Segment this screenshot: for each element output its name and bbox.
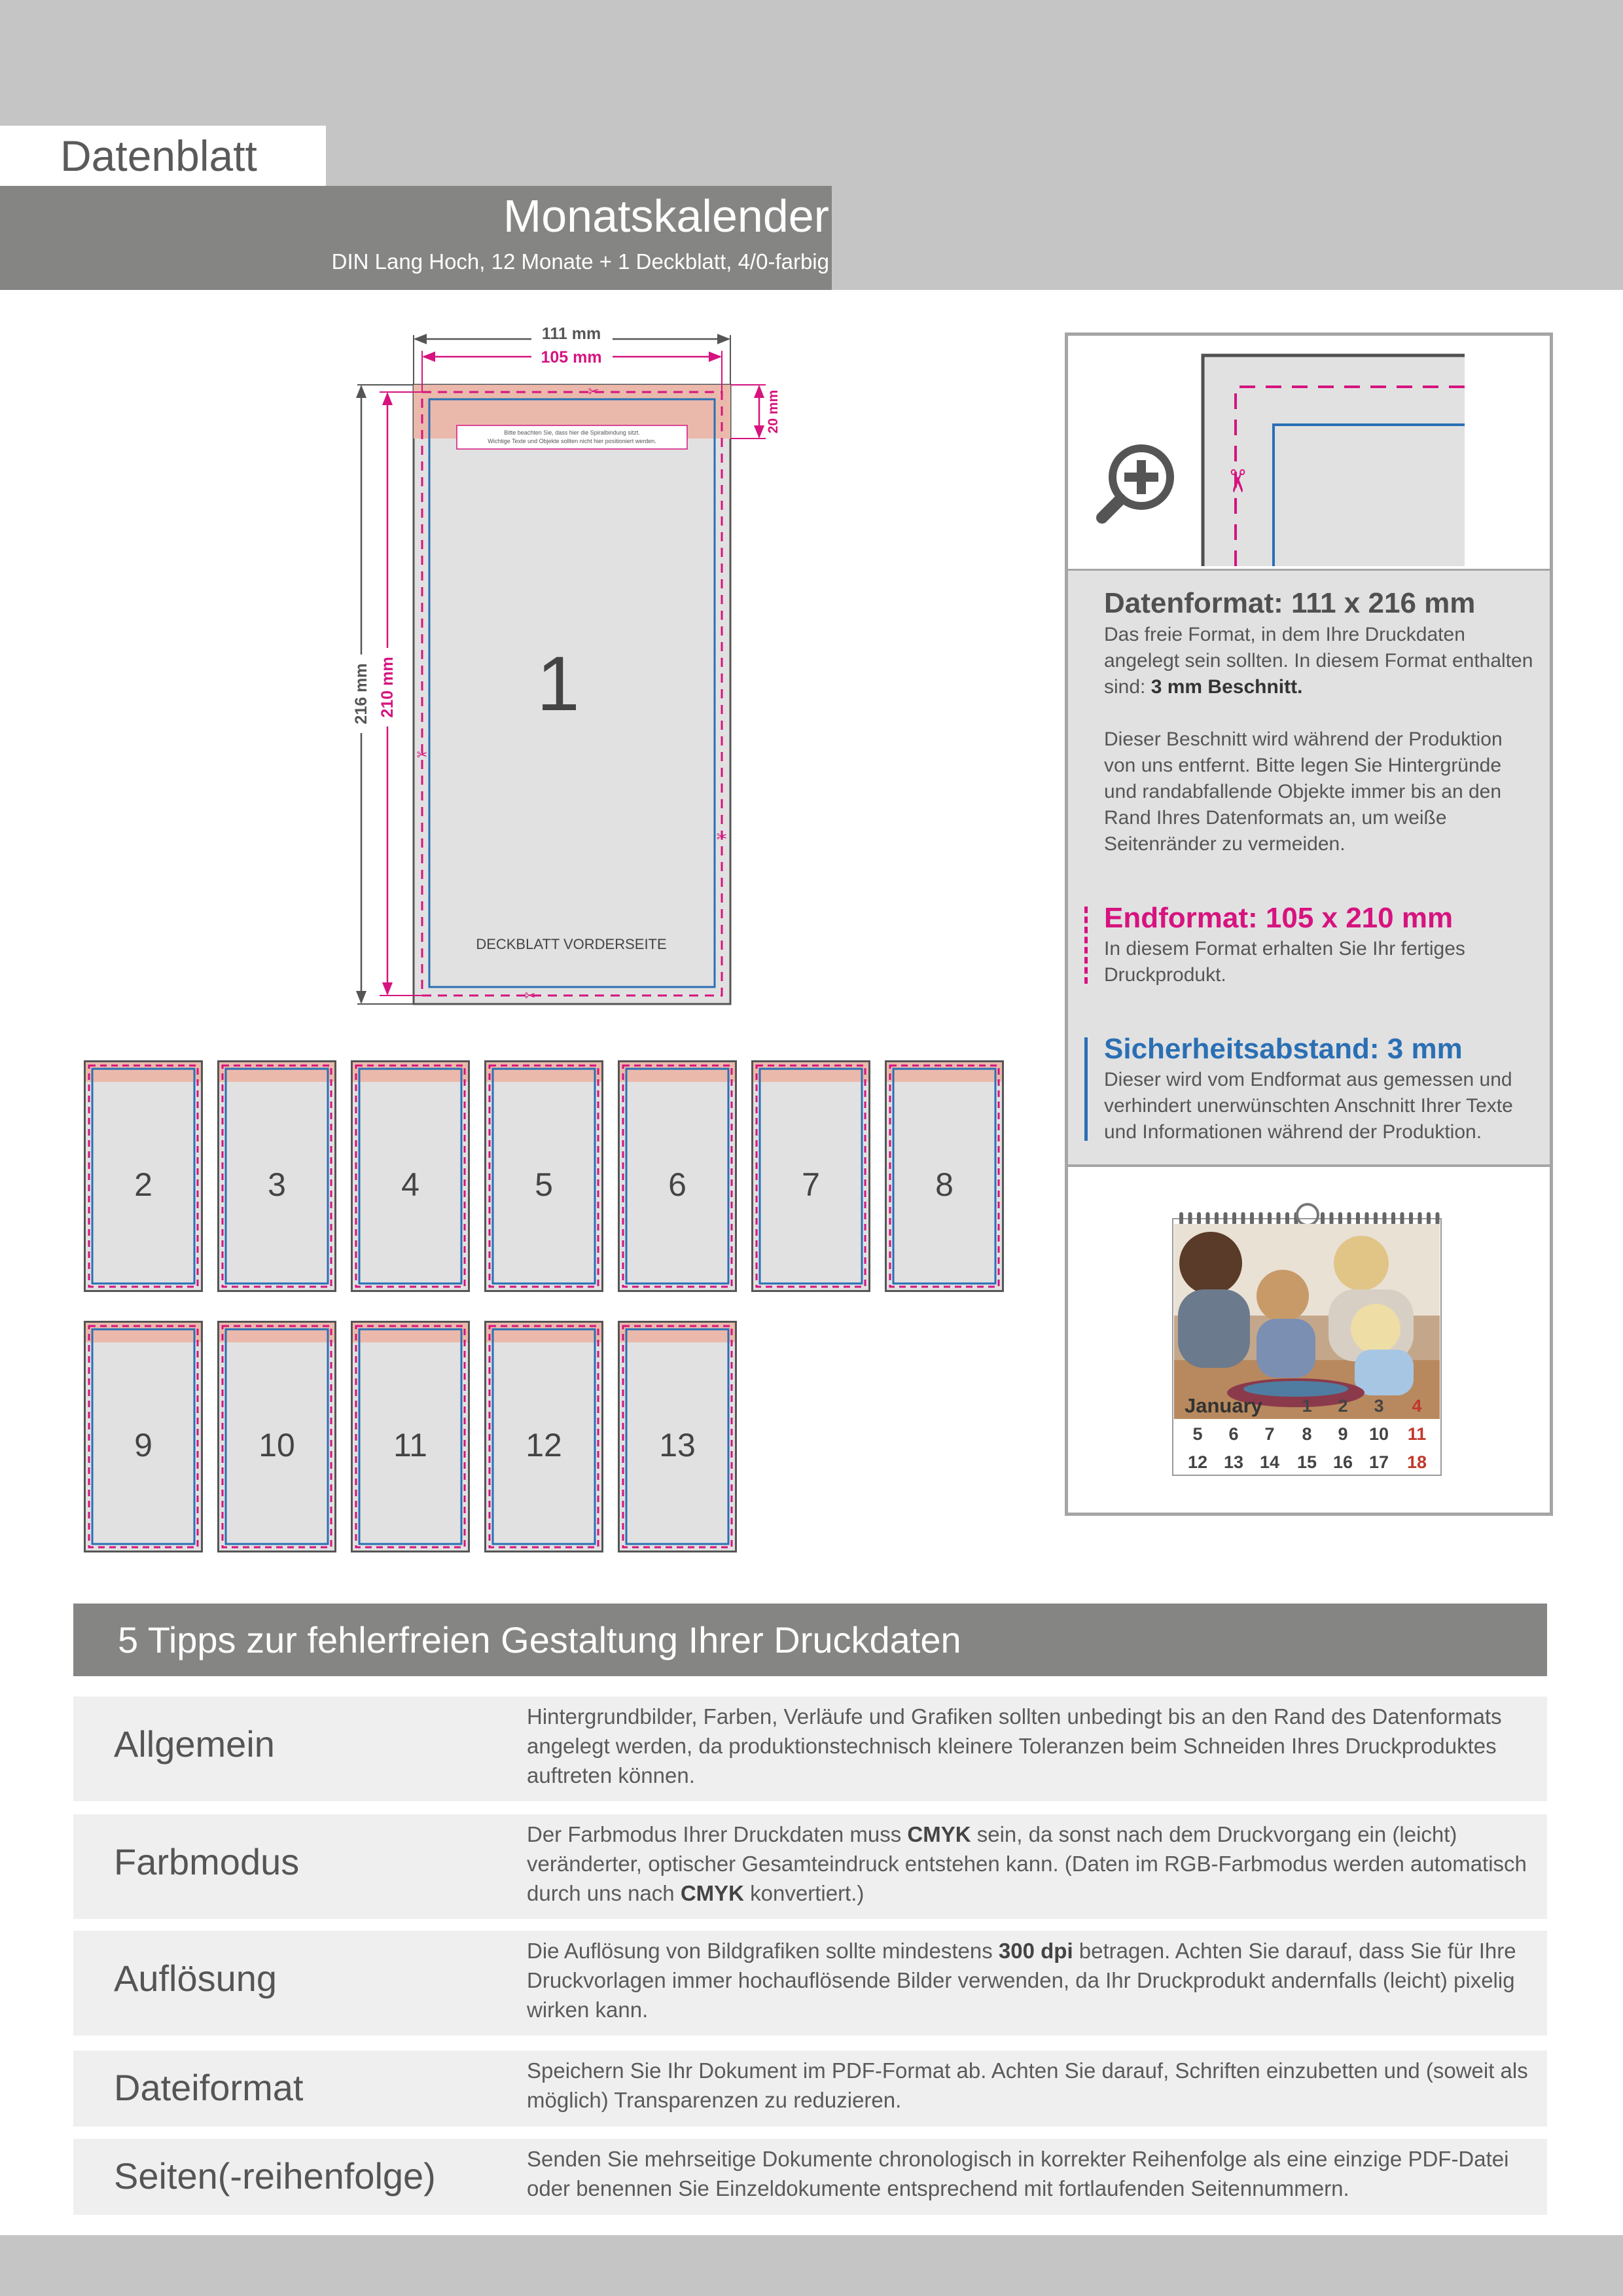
scissors-icon: ✂: [716, 830, 728, 844]
tip-text: Die Auflösung von Bildgrafiken sollte mindestens 300 dpi betragen. Achten Sie darauf, dass Sie für Ihre Druckvorlagen immer hochauflösende Bilder verwenden, da Ihr Druckprodukt andernfalls (leicht) pixelig wirken kann.: [527, 1939, 1516, 2022]
page-subtitle: DIN Lang Hoch, 12 Monate + 1 Deckblatt, 4/0-farbig: [331, 249, 829, 274]
calendar-day: 14: [1259, 1452, 1280, 1472]
doc-label: Datenblatt: [60, 132, 257, 180]
tip-row: [73, 2139, 1547, 2215]
tip-text: Der Farbmodus Ihrer Druckdaten muss CMYK sein, da sonst nach dem Druckvorgang ein (leicht) veränderter, optischer Gesamteindruck entstehen kann. (Daten im RGB-Farbmodus werden automatisch durch uns nach CMYK konvertiert.): [527, 1822, 1527, 1905]
tip-row: [73, 2051, 1547, 2126]
calendar-day: 10: [1368, 1424, 1389, 1444]
calendar-day: 18: [1406, 1452, 1427, 1472]
page-number: 1: [537, 641, 580, 727]
month-page-number: 7: [802, 1166, 820, 1203]
calendar-day: 15: [1296, 1452, 1317, 1472]
month-page-thumbnail: [751, 1060, 870, 1292]
datenformat-text: Das freie Format, in dem Ihre Druckdaten angelegt sein sollten. In diesem Format enthalten sind: 3 mm Beschnitt.: [1104, 624, 1533, 698]
endformat-title: Endformat: 105 x 210 mm: [1104, 902, 1454, 934]
note-line-2: Wichtige Texte und Objekte sollten nicht hier positioniert werden.: [488, 438, 656, 444]
tip-row: [73, 1814, 1547, 1919]
month-page-number: 8: [935, 1166, 954, 1203]
month-page-number: 3: [268, 1166, 286, 1203]
month-page-thumbnail: [351, 1060, 470, 1292]
month-page-number: 5: [535, 1166, 553, 1203]
tip-text: Speichern Sie Ihr Dokument im PDF-Format ab. Achten Sie darauf, Schriften einzubetten und (soweit als möglich) Transparenzen zu reduzieren.: [527, 2058, 1528, 2112]
month-page-thumbnail: [84, 1321, 203, 1552]
calendar-day: 17: [1368, 1452, 1389, 1472]
calendar-day: 2: [1338, 1396, 1348, 1416]
cover-label: DECKBLATT VORDERSEITE: [476, 936, 667, 952]
height-inner-label: 210 mm: [378, 656, 397, 718]
tip-name: Dateiformat: [114, 2067, 304, 2108]
calendar-day: 3: [1374, 1396, 1384, 1416]
datenformat-text-2: Dieser Beschnitt wird während der Produktion von uns entfernt. Bitte legen Sie Hintergründe und randabfallende Objekte immer bis an den Rand Ihres Datenformats an, um weiße Seitenränder zu vermeiden.: [1104, 728, 1503, 855]
scissors-icon: ✂: [524, 989, 536, 1003]
tips-title: 5 Tipps zur fehlerfreien Gestaltung Ihrer Druckdaten: [118, 1619, 961, 1660]
calendar-day: 1: [1302, 1396, 1312, 1416]
month-page-number: 9: [134, 1427, 152, 1463]
width-inner-label: 105 mm: [541, 348, 602, 367]
month-page-thumbnail: [484, 1321, 603, 1552]
tip-name: Allgemein: [114, 1723, 275, 1765]
month-page-thumbnail: [217, 1321, 336, 1552]
month-page-thumbnail: [618, 1321, 737, 1552]
month-page-number: 12: [526, 1427, 562, 1463]
calendar-day: 8: [1302, 1424, 1312, 1444]
tip-row: [73, 1696, 1547, 1801]
month-page-number: 13: [659, 1427, 696, 1463]
corner-detail: [1068, 336, 1550, 569]
calendar-day: 6: [1228, 1424, 1239, 1444]
calendar-day: 11: [1407, 1424, 1427, 1444]
month-page-number: 2: [134, 1166, 152, 1203]
tip-name: Seiten(-reihenfolge): [114, 2155, 436, 2197]
calendar-day: 9: [1338, 1424, 1348, 1444]
calendar-day: 4: [1412, 1396, 1422, 1416]
month-page-number: 6: [668, 1166, 687, 1203]
endformat-text: In diesem Format erhalten Sie Ihr fertiges Druckprodukt.: [1104, 938, 1465, 986]
calendar-day: 13: [1223, 1452, 1244, 1472]
month-page-number: 11: [393, 1427, 427, 1463]
spiral-height-label: 20 mm: [766, 389, 781, 434]
tip-name: Auflösung: [114, 1958, 277, 1999]
tip-row: [73, 1931, 1547, 2036]
scissors-icon: ✂: [588, 385, 599, 399]
datenformat-title: Datenformat: 111 x 216 mm: [1104, 587, 1476, 619]
month-page-thumbnail: [217, 1060, 336, 1292]
width-outer-label: 111 mm: [541, 325, 601, 343]
sicherheit-text: Dieser wird vom Endformat aus gemessen und verhindert unerwünschten Anschnitt Ihrer Texte und Informationen während der Produktion.: [1104, 1069, 1513, 1143]
zoom-in-icon: [1102, 448, 1170, 518]
endformat-marker: [1084, 906, 1088, 984]
month-page-thumbnail: [84, 1060, 203, 1292]
sicherheit-marker: [1084, 1037, 1088, 1141]
calendar-day: 12: [1187, 1452, 1208, 1472]
scissors-icon: ✂: [416, 748, 428, 762]
tip-text: Senden Sie mehrseitige Dokumente chronologisch in korrekter Reihenfolge als eine einzige PDF-Datei oder benennen Sie Einzeldokumente entsprechend mit fortlaufenden Seitennummern.: [527, 2147, 1509, 2200]
month-page-number: 10: [259, 1427, 295, 1463]
calendar-day: 16: [1332, 1452, 1353, 1472]
format-diagram: [352, 319, 797, 1013]
height-outer-label: 216 mm: [352, 663, 370, 725]
month-page-thumbnail: [885, 1060, 1004, 1292]
scissors-icon: ✂: [1219, 467, 1254, 495]
calendar-day: 7: [1264, 1424, 1275, 1444]
footer-band: [0, 2235, 1623, 2296]
month-page-number: 4: [401, 1166, 419, 1203]
calendar-day: 5: [1192, 1424, 1203, 1444]
month-page-thumbnail: [484, 1060, 603, 1292]
sicherheit-title: Sicherheitsabstand: 3 mm: [1104, 1033, 1463, 1065]
tip-text: Hintergrundbilder, Farben, Verläufe und Grafiken sollten unbedingt bis an den Rand des Datenformats angelegt werden, da produktionstechnisch kleinere Toleranzen beim Schneiden Ihres Druckproduktes auftreten können.: [527, 1704, 1502, 1787]
month-page-thumbnail: [618, 1060, 737, 1292]
page-title: Monatskalender: [503, 190, 829, 242]
family-photo: [1174, 1224, 1440, 1419]
tip-name: Farbmodus: [114, 1841, 300, 1882]
panel-divider: [1068, 1164, 1550, 1167]
calendar-month: January: [1185, 1394, 1262, 1417]
month-page-thumbnail: [351, 1321, 470, 1552]
note-line-1: Bitte beachten Sie, dass hier die Spiralbindung sitzt.: [504, 429, 640, 436]
